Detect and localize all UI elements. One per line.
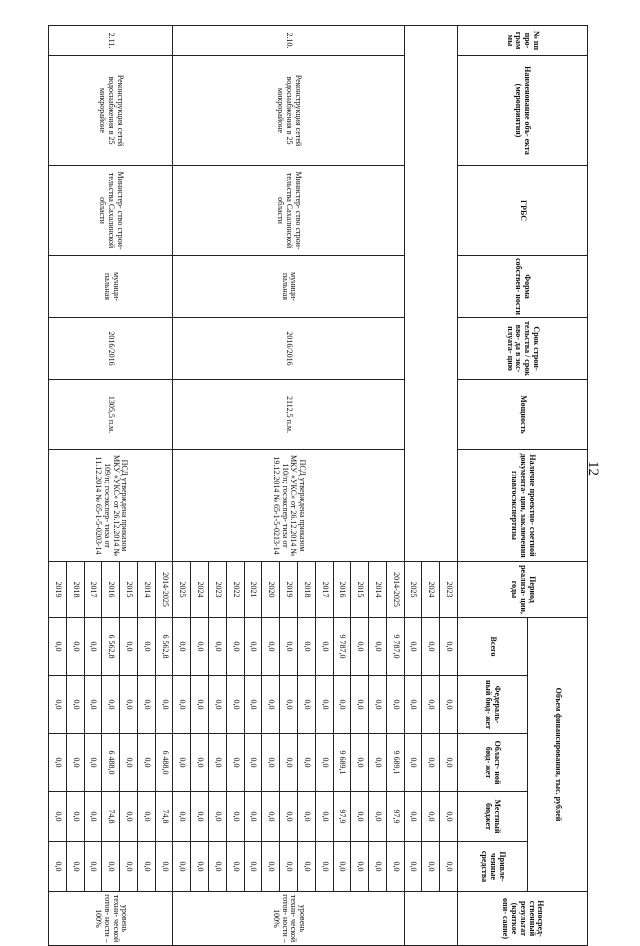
value-cell: 0,0 xyxy=(173,842,191,892)
period-cell: 2022 xyxy=(226,562,244,618)
value-cell: 74,8 xyxy=(102,792,120,842)
value-cell: 0,0 xyxy=(297,676,315,734)
value-cell: 0,0 xyxy=(369,734,387,792)
value-cell: 0,0 xyxy=(49,734,67,792)
value-cell: 0,0 xyxy=(155,842,173,892)
project-power: 1305,5 п.м. xyxy=(49,380,174,450)
value-cell: 0,0 xyxy=(422,842,440,892)
value-cell: 0,0 xyxy=(297,842,315,892)
empty-cell xyxy=(404,26,457,562)
value-cell: 0,0 xyxy=(137,842,155,892)
value-cell: 0,0 xyxy=(244,842,262,892)
table-row xyxy=(155,26,173,946)
project-grbs: Министер- ство строи- тельства Сахалинской области xyxy=(173,166,404,256)
value-cell: 0,0 xyxy=(297,734,315,792)
value-cell: 0,0 xyxy=(66,842,84,892)
value-cell: 0,0 xyxy=(386,842,404,892)
header-other: Привле- ченные средства xyxy=(458,842,528,892)
value-cell: 0,0 xyxy=(351,842,369,892)
project-term: 2016/2016 xyxy=(173,318,404,380)
value-cell: 0,0 xyxy=(262,734,280,792)
header-form: Форма собствен- ности xyxy=(458,256,588,318)
period-cell: 2024 xyxy=(191,562,209,618)
value-cell: 0,0 xyxy=(209,792,227,842)
header-grbs: ГРБС xyxy=(458,166,588,256)
value-cell: 0,0 xyxy=(84,618,102,676)
page-number: 12 xyxy=(585,461,601,476)
value-cell: 0,0 xyxy=(120,676,138,734)
period-cell: 2023 xyxy=(440,562,458,618)
value-cell: 0,0 xyxy=(173,792,191,842)
value-cell: 6 562,8 xyxy=(155,618,173,676)
value-cell: 0,0 xyxy=(280,734,298,792)
period-cell: 2017 xyxy=(315,562,333,618)
value-cell: 0,0 xyxy=(244,618,262,676)
period-cell: 2019 xyxy=(280,562,298,618)
value-cell: 0,0 xyxy=(173,676,191,734)
value-cell: 9 689,1 xyxy=(333,734,351,792)
value-cell: 0,0 xyxy=(262,676,280,734)
period-cell: 2014-2025 xyxy=(155,562,173,618)
value-cell: 0,0 xyxy=(422,734,440,792)
value-cell: 0,0 xyxy=(191,676,209,734)
value-cell: 74,8 xyxy=(155,792,173,842)
value-cell: 0,0 xyxy=(369,618,387,676)
value-cell: 0,0 xyxy=(422,676,440,734)
value-cell: 0,0 xyxy=(226,676,244,734)
value-cell: 0,0 xyxy=(209,842,227,892)
value-cell: 0,0 xyxy=(84,792,102,842)
value-cell: 0,0 xyxy=(440,734,458,792)
value-cell: 9 787,0 xyxy=(386,618,404,676)
value-cell: 9 689,1 xyxy=(386,734,404,792)
period-cell: 2014 xyxy=(137,562,155,618)
period-cell: 2020 xyxy=(262,562,280,618)
value-cell: 0,0 xyxy=(49,676,67,734)
value-cell: 0,0 xyxy=(191,734,209,792)
value-cell: 0,0 xyxy=(120,792,138,842)
value-cell: 0,0 xyxy=(137,618,155,676)
value-cell: 0,0 xyxy=(333,676,351,734)
value-cell: 0,0 xyxy=(422,792,440,842)
value-cell: 0,0 xyxy=(369,676,387,734)
period-cell: 2015 xyxy=(351,562,369,618)
value-cell: 0,0 xyxy=(280,842,298,892)
project-form: муници- пальная xyxy=(49,256,174,318)
period-cell: 2016 xyxy=(102,562,120,618)
header-power: Мощность xyxy=(458,380,588,450)
value-cell: 0,0 xyxy=(262,618,280,676)
value-cell: 6 488,0 xyxy=(102,734,120,792)
value-cell: 0,0 xyxy=(244,676,262,734)
value-cell: 0,0 xyxy=(440,618,458,676)
period-cell: 2024 xyxy=(422,562,440,618)
value-cell: 0,0 xyxy=(137,734,155,792)
project-term: 2016/2016 xyxy=(49,318,174,380)
value-cell: 6 562,8 xyxy=(102,618,120,676)
value-cell: 97,9 xyxy=(333,792,351,842)
value-cell: 0,0 xyxy=(84,842,102,892)
project-psd: ПСД утверждена приказом МКУ «УКС» от 26.12.2014 № 109/п; госэкспер- тиза от 11.12.2014 № 65-1-5-0203-14 xyxy=(49,450,174,562)
header-period: Период реализа- ции, годы xyxy=(458,562,588,618)
value-cell: 0,0 xyxy=(173,618,191,676)
value-cell: 0,0 xyxy=(191,618,209,676)
value-cell: 0,0 xyxy=(440,842,458,892)
period-cell: 2018 xyxy=(297,562,315,618)
value-cell: 0,0 xyxy=(280,618,298,676)
value-cell: 0,0 xyxy=(369,842,387,892)
period-cell: 2014-2025 xyxy=(386,562,404,618)
value-cell: 0,0 xyxy=(191,842,209,892)
value-cell: 0,0 xyxy=(137,792,155,842)
project-name: Реконструкция сетей водоснабжения в 25 микрорайоне xyxy=(49,56,174,166)
period-cell: 2016 xyxy=(333,562,351,618)
project-power: 2112,5 п.м. xyxy=(173,380,404,450)
header-no: № пп про- грам мы xyxy=(458,26,588,56)
value-cell: 0,0 xyxy=(351,792,369,842)
value-cell: 0,0 xyxy=(102,676,120,734)
period-cell: 2025 xyxy=(404,562,422,618)
project-name: Реконструкция сетей водоснабжения в 25 микрорайоне xyxy=(173,56,404,166)
value-cell: 0,0 xyxy=(66,676,84,734)
header-regional: Област- ной бюд- жет xyxy=(458,734,528,792)
header-name: Наименование объ- екта (мероприятия) xyxy=(458,56,588,166)
value-cell: 6 488,0 xyxy=(155,734,173,792)
value-cell: 0,0 xyxy=(369,792,387,842)
value-cell: 0,0 xyxy=(226,792,244,842)
value-cell: 0,0 xyxy=(66,618,84,676)
header-federal: Федераль- ный бюд- жет xyxy=(458,676,528,734)
value-cell: 97,9 xyxy=(386,792,404,842)
value-cell: 0,0 xyxy=(440,676,458,734)
value-cell: 0,0 xyxy=(404,792,422,842)
value-cell: 0,0 xyxy=(191,792,209,842)
period-cell: 2021 xyxy=(244,562,262,618)
value-cell: 0,0 xyxy=(404,734,422,792)
period-cell: 2015 xyxy=(120,562,138,618)
value-cell: 0,0 xyxy=(84,734,102,792)
value-cell: 0,0 xyxy=(386,676,404,734)
value-cell: 0,0 xyxy=(351,734,369,792)
value-cell: 0,0 xyxy=(315,676,333,734)
period-cell: 2014 xyxy=(369,562,387,618)
value-cell: 0,0 xyxy=(66,734,84,792)
table-row xyxy=(386,26,404,946)
value-cell: 0,0 xyxy=(49,842,67,892)
value-cell: 0,0 xyxy=(120,734,138,792)
project-grbs: Министер- ство строи- тельства Сахалинской области xyxy=(49,166,174,256)
value-cell: 0,0 xyxy=(226,842,244,892)
period-cell: 2023 xyxy=(209,562,227,618)
value-cell: 0,0 xyxy=(209,618,227,676)
value-cell: 0,0 xyxy=(49,792,67,842)
project-result: уровень техни- ческой готов- ности – 100% xyxy=(173,892,404,946)
value-cell: 0,0 xyxy=(209,676,227,734)
value-cell: 0,0 xyxy=(440,792,458,842)
value-cell: 0,0 xyxy=(244,734,262,792)
value-cell: 0,0 xyxy=(102,842,120,892)
value-cell: 9 787,0 xyxy=(333,618,351,676)
value-cell: 0,0 xyxy=(315,842,333,892)
value-cell: 0,0 xyxy=(49,618,67,676)
rotated-page xyxy=(48,25,588,943)
project-result: уровень техни- ческой готов- ности – 100% xyxy=(49,892,174,946)
header-psd: Наличие проектно- сметной документа- ции, заключения главгосэкспертизы xyxy=(458,450,588,562)
value-cell: 0,0 xyxy=(84,676,102,734)
value-cell: 0,0 xyxy=(351,618,369,676)
value-cell: 0,0 xyxy=(262,792,280,842)
value-cell: 0,0 xyxy=(315,734,333,792)
value-cell: 0,0 xyxy=(351,676,369,734)
period-cell: 2017 xyxy=(84,562,102,618)
project-no: 2.10. xyxy=(173,26,404,56)
value-cell: 0,0 xyxy=(315,618,333,676)
project-no: 2.11. xyxy=(49,26,174,56)
header-result: Непосред- ственный результат (краткое опи- сание) xyxy=(458,892,588,946)
table-row xyxy=(440,26,458,946)
header-volume: Объем финансирования, тыс. рублей xyxy=(528,618,588,892)
project-form: муници- пальная xyxy=(173,256,404,318)
period-cell: 2025 xyxy=(173,562,191,618)
value-cell: 0,0 xyxy=(209,734,227,792)
value-cell: 0,0 xyxy=(244,792,262,842)
empty-cell xyxy=(404,892,457,946)
value-cell: 0,0 xyxy=(120,842,138,892)
value-cell: 0,0 xyxy=(66,792,84,842)
value-cell: 0,0 xyxy=(422,618,440,676)
value-cell: 0,0 xyxy=(226,734,244,792)
value-cell: 0,0 xyxy=(120,618,138,676)
value-cell: 0,0 xyxy=(137,676,155,734)
value-cell: 0,0 xyxy=(262,842,280,892)
value-cell: 0,0 xyxy=(297,618,315,676)
value-cell: 0,0 xyxy=(404,842,422,892)
value-cell: 0,0 xyxy=(404,618,422,676)
value-cell: 0,0 xyxy=(404,676,422,734)
project-psd: ПСД утверждена приказом МКУ «УКС» от 26.12.2014 № 110/п; госэкспер- тиза от 19.12.2014 № 65-1-5-0213-14 xyxy=(173,450,404,562)
value-cell: 0,0 xyxy=(280,792,298,842)
header-total: Всего xyxy=(458,618,528,676)
value-cell: 0,0 xyxy=(333,842,351,892)
value-cell: 0,0 xyxy=(280,676,298,734)
table-body xyxy=(49,26,458,946)
value-cell: 0,0 xyxy=(173,734,191,792)
period-cell: 2018 xyxy=(66,562,84,618)
financing-table xyxy=(48,25,588,946)
value-cell: 0,0 xyxy=(315,792,333,842)
header-term: Срок строи- тельства / срок вво- да в экс- плуата- цию xyxy=(458,318,588,380)
value-cell: 0,0 xyxy=(155,676,173,734)
value-cell: 0,0 xyxy=(226,618,244,676)
period-cell: 2019 xyxy=(49,562,67,618)
value-cell: 0,0 xyxy=(297,792,315,842)
header-local: Местный бюджет xyxy=(458,792,528,842)
